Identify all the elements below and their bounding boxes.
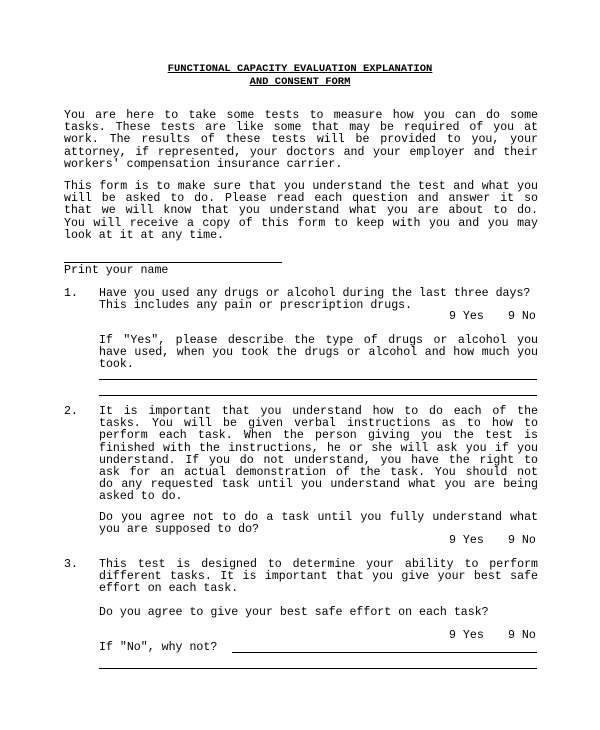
print-name-line[interactable] xyxy=(64,262,282,263)
prompt-line: Do you agree to give your best safe effort on each task? xyxy=(99,606,489,619)
question-line: asked to do. xyxy=(99,490,183,504)
question-line: perform each task. When the person giving you the test is xyxy=(99,429,538,443)
purpose-line: This form is to make sure that you understand the test and what you xyxy=(64,180,538,193)
prompt-line: you are supposed to do? xyxy=(99,523,260,537)
question-2-text xyxy=(99,406,538,504)
question-3-text xyxy=(99,559,538,596)
purpose-line: that we will know that you understand what you are about to do. xyxy=(64,204,538,218)
question-line: ask for an actual demonstration of the task. You should not xyxy=(99,466,538,480)
question-1-answer-line[interactable] xyxy=(99,395,537,396)
form-title-line2: AND CONSENT FORM xyxy=(249,76,351,88)
form-title-line1: FUNCTIONAL CAPACITY EVALUATION EXPLANATION xyxy=(167,63,433,75)
question-3-if-no-label: If "No", why not? xyxy=(99,641,218,654)
question-line: effort on each task. xyxy=(99,582,239,596)
question-2-number: 2. xyxy=(64,405,78,418)
purpose-line: look at it at any time. xyxy=(64,228,225,242)
intro-line: tasks. These tests are like some that may be required of you at xyxy=(64,121,538,135)
question-line: different tasks. It is important that you give your best safe xyxy=(99,570,538,584)
question-3-prompt xyxy=(99,607,538,619)
intro-line: You are here to take some tests to measure how you can do some xyxy=(64,109,538,122)
intro-line: attorney, if represented, your doctors and your employer and their xyxy=(64,145,538,159)
intro-line: workers' compensation insurance carrier. xyxy=(64,157,343,171)
question-line: finished with the instructions, he or she will ask you if you xyxy=(99,441,538,455)
question-2-no-option[interactable]: 9 No xyxy=(508,534,536,547)
intro-line: work. The results of these tests will be provided to you, your xyxy=(64,133,538,147)
followup-line: If "Yes", please describe the type of drugs or alcohol you xyxy=(99,334,538,347)
question-3-yes-option[interactable]: 9 Yes xyxy=(449,629,484,642)
followup-line: took. xyxy=(99,358,134,372)
question-1-yes-option[interactable]: 9 Yes xyxy=(449,310,484,323)
intro-paragraph xyxy=(64,110,538,171)
purpose-line: You will receive a copy of this form to keep with you and you may xyxy=(64,216,538,230)
question-1-followup xyxy=(99,335,538,372)
question-3-reason-line[interactable] xyxy=(232,652,537,653)
print-name-label: Print your name xyxy=(64,264,169,277)
question-1-number: 1. xyxy=(64,287,78,300)
question-2-prompt xyxy=(99,512,538,536)
question-line: tasks. You will be given verbal instructions as to how to xyxy=(99,417,538,431)
question-3-number: 3. xyxy=(64,558,78,571)
question-1-no-option[interactable]: 9 No xyxy=(508,310,536,323)
purpose-line: will be asked to do. Please read each question and answer it so xyxy=(64,192,538,206)
question-3-no-option[interactable]: 9 No xyxy=(508,629,536,642)
question-line: understand. If you do not understand, you have the right to xyxy=(99,453,538,467)
question-line: This test is designed to determine your ability to perform xyxy=(99,558,538,571)
question-line: This includes any pain or prescription drugs. xyxy=(99,299,413,313)
question-line: It is important that you understand how to do each of the xyxy=(99,405,538,418)
followup-line: have used, when you took the drugs or alcohol and how much you xyxy=(99,346,538,360)
question-3-reason-line[interactable] xyxy=(99,668,537,669)
question-2-yes-option[interactable]: 9 Yes xyxy=(449,534,484,547)
question-1-answer-line[interactable] xyxy=(99,379,537,380)
question-1-text xyxy=(99,288,538,312)
question-line: do any requested task until you understand what you are being xyxy=(99,478,538,492)
purpose-paragraph xyxy=(64,181,538,242)
prompt-line: Do you agree not to do a task until you fully understand what xyxy=(99,511,538,524)
question-line: Have you used any drugs or alcohol during the last three days? xyxy=(99,287,531,300)
